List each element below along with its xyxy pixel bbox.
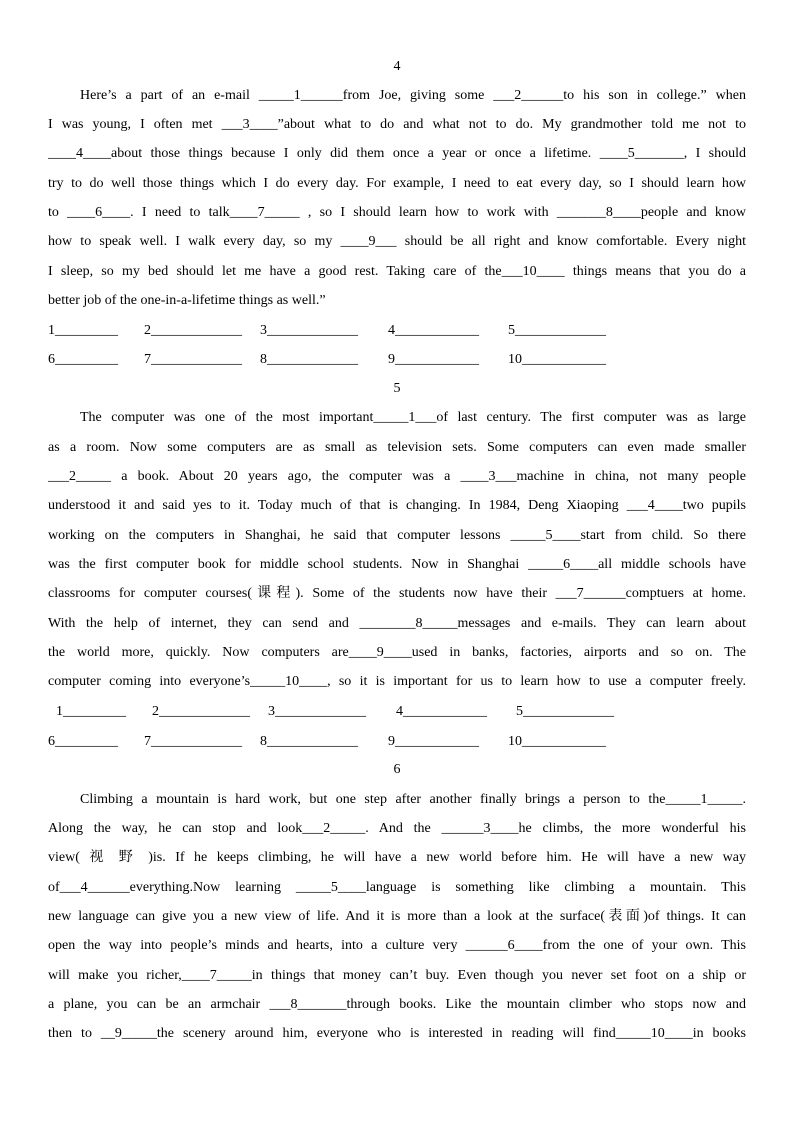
answer-blank: 2_____________ — [144, 323, 242, 338]
answer-blank: 1_________ — [56, 704, 126, 719]
passage-line: Climbing a mountain is hard work, but one step after another finally brings a person to the_____1_____. — [80, 792, 746, 807]
passage-line: ____4____about those things because I only did them once a year or once a lifetime. ____5_______, I should — [48, 146, 746, 161]
passage-line: will make you richer,____7_____in things that money can’t buy. Even though you never set foot on a ship or — [48, 968, 746, 983]
passage-line: was the first computer book for middle school students. Now in Shanghai _____6____all middle schools have — [48, 557, 746, 572]
answer-blank: 4____________ — [388, 323, 479, 338]
answer-blank: 5_____________ — [508, 323, 606, 338]
answer-blank: 10____________ — [508, 734, 606, 749]
passage-line: The computer was one of the most important_____1___of last century. The first computer was as large — [80, 410, 746, 425]
passage-line: classrooms for computer courses(课程). Some of the students now have their ___7______comptuers at home. — [48, 586, 746, 601]
answer-blank: 7_____________ — [144, 352, 242, 367]
passage-line: new language can give you a new view of life. And it is more than a look at the surface(表面)of things. It can — [48, 909, 746, 924]
passage-line: better job of the one-in-a-lifetime things as well.” — [48, 293, 326, 308]
passage-line: as a room. Now some computers are as small as television sets. Some computers can even made smaller — [48, 440, 746, 455]
answer-blank: 3_____________ — [268, 704, 366, 719]
passage-line: open the way into people’s minds and hearts, into a culture very ______6____from the one of your own. This — [48, 938, 746, 953]
passage-line: Along the way, he can stop and look___2_____. And the ______3____he climbs, the more wonderful his — [48, 821, 746, 836]
section-number: 6 — [393, 762, 401, 777]
passage-line: try to do well those things which I do every day. For example, I need to eat every day, so I should learn how — [48, 176, 746, 191]
passage-line: how to speak well. I walk every day, so my ____9___ should be all right and know comfortable. Every night — [48, 234, 746, 249]
section-number: 5 — [393, 381, 401, 396]
answer-blank: 10____________ — [508, 352, 606, 367]
answer-blank: 8_____________ — [260, 352, 358, 367]
passage-line: then to __9_____the scenery around him, everyone who is interested in reading will find_____10____in books — [48, 1026, 746, 1041]
answer-blank: 8_____________ — [260, 734, 358, 749]
answer-blank: 7_____________ — [144, 734, 242, 749]
passage-line: computer coming into everyone’s_____10____, so it is important for us to learn how to use a computer freely. — [48, 674, 746, 689]
passage-line: I was young, I often met ___3____”about what to do and what not to do. My grandmother told me not to — [48, 117, 746, 132]
passage-line: With the help of internet, they can send and ________8_____messages and e-mails. They can learn about — [48, 616, 746, 631]
passage-line: the world more, quickly. Now computers are____9____used in banks, factories, airports and so on. The — [48, 645, 746, 660]
passage-line: a plane, you can be an armchair ___8_______through books. Like the mountain climber who stops now and — [48, 997, 746, 1012]
answer-blank: 6_________ — [48, 352, 118, 367]
passage-line: of___4______everything.Now learning _____5____language is something like climbing a mountain. This — [48, 880, 746, 895]
passage-line: to ____6____. I need to talk____7_____ , so I should learn how to work with _______8____people and know — [48, 205, 746, 220]
answer-blank: 9____________ — [388, 734, 479, 749]
passage-line: I sleep, so my bed should let me have a good rest. Taking care of the___10____ things means that you do a — [48, 264, 746, 279]
passage-line: Here’s a part of an e-mail _____1______from Joe, giving some ___2______to his son in college.” when — [80, 88, 746, 103]
answer-blank: 5_____________ — [516, 704, 614, 719]
answer-blank: 4____________ — [396, 704, 487, 719]
answer-blank: 2_____________ — [152, 704, 250, 719]
section-number: 4 — [393, 59, 401, 74]
answer-blank: 9____________ — [388, 352, 479, 367]
passage-line: ___2_____ a book. About 20 years ago, the computer was a ____3___machine in china, not many people — [48, 469, 746, 484]
answer-blank: 1_________ — [48, 323, 118, 338]
passage-line: view( 视 野 )is. If he keeps climbing, he will have a new world before him. He will have a new way — [48, 850, 746, 865]
answer-blank: 6_________ — [48, 734, 118, 749]
answer-blank: 3_____________ — [260, 323, 358, 338]
passage-line: working on the computers in Shanghai, he said that computer lessons _____5____start from child. So there — [48, 528, 746, 543]
passage-line: understood it and said yes to it. Today much of that is changing. In 1984, Deng Xiaoping ___4____two pupils — [48, 498, 746, 513]
